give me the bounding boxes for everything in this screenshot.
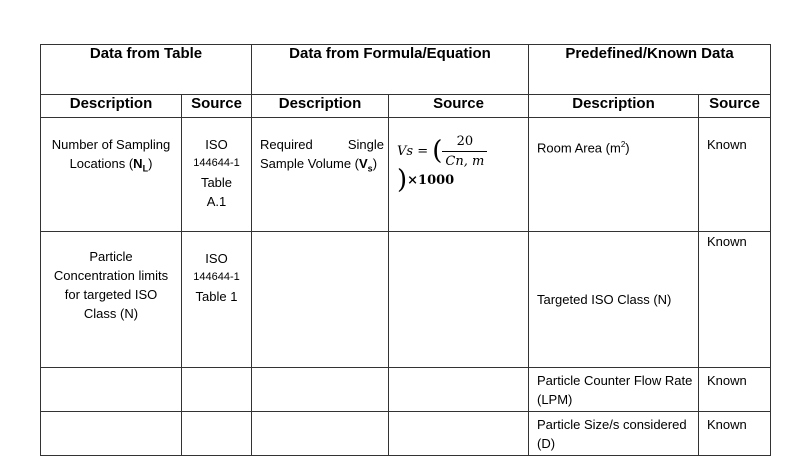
header-predefined-known: Predefined/Known Data [529, 45, 771, 95]
table-source-cell [182, 118, 252, 232]
table-row [41, 232, 771, 368]
formula-source-cell [389, 232, 529, 368]
source-line: ISO [205, 137, 228, 152]
formula-desc-cell [252, 368, 389, 412]
table-source-cell [182, 412, 252, 456]
table-source-cell [182, 368, 252, 412]
table-desc-cell [41, 368, 182, 412]
formula-numerator: 20 [442, 132, 487, 152]
desc-text: Room Area (m [537, 140, 621, 156]
header-source-1: Source [182, 95, 252, 118]
known-source-cell: Known [699, 412, 771, 456]
source-line: Table 1 [195, 289, 238, 304]
desc-word: Required [260, 137, 313, 152]
desc-subscript: s [367, 163, 373, 174]
formula-lhs: Vs = [397, 144, 429, 159]
desc-superscript: 2 [620, 140, 626, 149]
desc-text-end: ) [372, 156, 378, 171]
formula-denominator: Cn, m [445, 154, 485, 169]
source-line: ISO [205, 251, 228, 266]
known-source-cell: Known [699, 368, 771, 412]
desc-line-justified [260, 135, 384, 154]
known-desc-cell: Particle Counter Flow Rate (LPM) [529, 368, 699, 412]
header-description-3: Description [529, 95, 699, 118]
header-data-from-formula: Data from Formula/Equation [252, 45, 529, 95]
table-row [41, 368, 771, 412]
desc-text: Number of Sampling Locations ( [51, 137, 171, 171]
known-desc-cell: Particle Size/s considered (D) [529, 412, 699, 456]
table-source-cell [182, 232, 252, 368]
header-description-1: Description [41, 95, 182, 118]
formula-desc-cell [252, 412, 389, 456]
source-line: Table [200, 175, 233, 190]
desc-line [260, 154, 384, 179]
desc-text-end: ) [625, 140, 630, 156]
header-data-from-table: Data from Table [41, 45, 252, 95]
table-desc-cell [41, 412, 182, 456]
source-line: A.1 [206, 194, 227, 209]
desc-symbol: N [133, 156, 143, 171]
desc-subscript: L [142, 163, 149, 174]
desc-word: Single [347, 137, 384, 152]
known-source-cell: Known [699, 118, 771, 232]
source-line: 144644-1 [193, 271, 240, 283]
header-source-3: Source [699, 95, 771, 118]
formula-source-cell [389, 368, 529, 412]
formula-desc-cell [252, 232, 389, 368]
table-row [41, 118, 771, 232]
sub-header-row [41, 95, 771, 118]
formula-source-cell [389, 412, 529, 456]
table-desc-cell [41, 118, 182, 232]
formula-desc-cell [252, 118, 389, 232]
header-description-2: Description [252, 95, 389, 118]
desc-text-end: ) [148, 156, 153, 171]
desc-symbol: V [359, 156, 368, 171]
known-source-cell: Known [699, 232, 771, 368]
table-desc-cell: Particle Concentration limits for targeted ISO Class (N) [41, 232, 182, 368]
formula-source-cell: Vs = ( $\frac{20}{Cn, m}$ )×1000 [389, 118, 529, 232]
known-desc-cell [529, 118, 699, 232]
group-header-row [41, 45, 771, 95]
table-row [41, 412, 771, 456]
known-desc-cell: Targeted ISO Class (N) [529, 232, 699, 368]
desc-text: Sample Volume ( [260, 156, 359, 171]
source-line: 144644-1 [193, 157, 240, 169]
formula-multiplier: ×1000 [407, 173, 455, 188]
data-sources-table [40, 44, 771, 456]
header-source-2: Source [389, 95, 529, 118]
formula-fraction [442, 132, 487, 171]
